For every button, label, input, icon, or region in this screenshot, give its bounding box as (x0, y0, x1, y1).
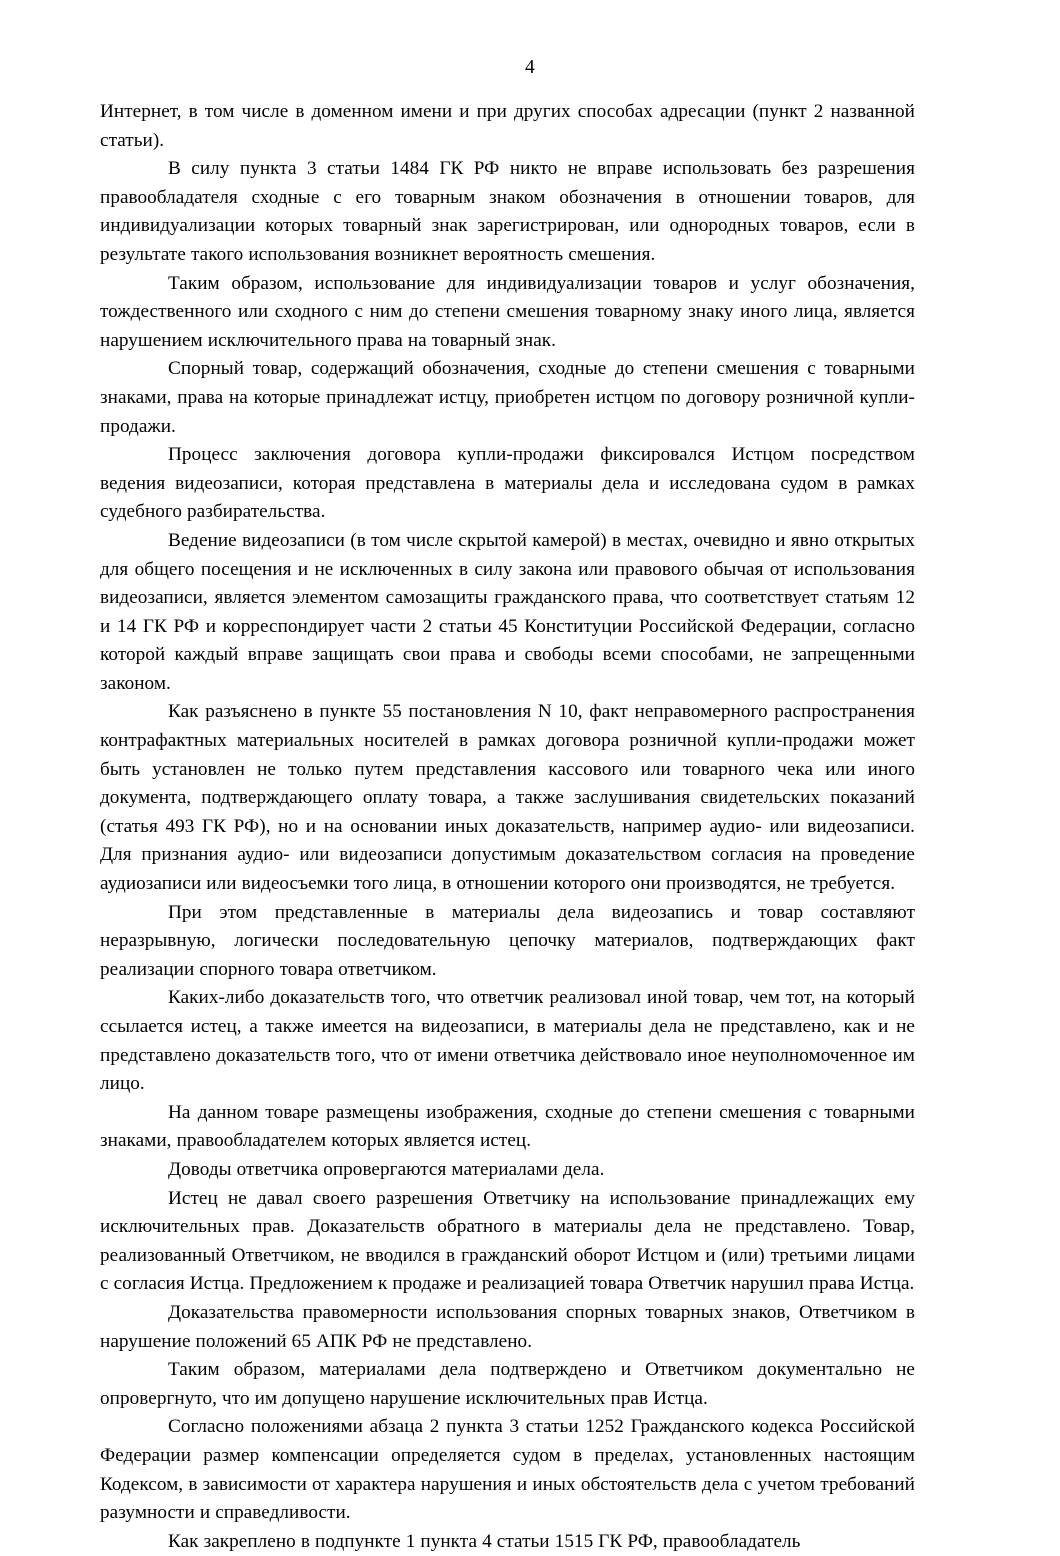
paragraph: Согласно положениями абзаца 2 пункта 3 статьи 1252 Гражданского кодекса Российской Федерации размер компенсации определяется судом в пределах, установленных настоящим Кодексом, в зависимости от характера нарушения и иных обстоятельств дела с учетом требований разумности и справедливости. (100, 1416, 915, 1524)
paragraph: Таким образом, материалами дела подтверждено и Ответчиком документально не опровергнуто, что им допущено нарушение исключительных прав Истца. (100, 1359, 915, 1409)
paragraph: При этом представленные в материалы дела видеозапись и товар составляют неразрывную, логически последовательную цепочку материалов, подтверждающих факт реализации спорного товара ответчиком. (100, 901, 915, 980)
paragraph: Спорный товар, содержащий обозначения, сходные до степени смешения с товарными знаками, права на которые принадлежат истцу, приобретен истцом по договору розничной купли-продажи. (100, 358, 915, 437)
paragraph: Интернет, в том числе в доменном имени и при других способах адресации (пункт 2 названной статьи). (100, 101, 915, 151)
paragraph: Доводы ответчика опровергаются материалами дела. (168, 1158, 605, 1180)
page-number: 4 (525, 57, 535, 78)
paragraph: Истец не давал своего разрешения Ответчику на использование принадлежащих ему исключительных прав. Доказательств обратного в материалы дела не представлено. Товар, реализованный Ответчиком, не вводился в гражданский оборот Истцом и (или) третьими лицами с согласия Истца. Предложением к продаже и реализацией товара Ответчик нарушил права Истца. (100, 1187, 915, 1295)
paragraph: Каких-либо доказательств того, что ответчик реализовал иной товар, чем тот, на который ссылается истец, а также имеется на видеозаписи, в материалы дела не представлено, как и не представлено доказательств того, что от имени ответчика действовало иное неуполномоченное им лицо. (100, 987, 915, 1095)
document-body (100, 98, 915, 1556)
paragraph: Как закреплено в подпункте 1 пункта 4 статьи 1515 ГК РФ, правообладатель (168, 1530, 801, 1552)
paragraph: Таким образом, использование для индивидуализации товаров и услуг обозначения, тождественного или сходного с ним до степени смешения товарному знаку иного лица, является нарушением исключительного права на товарный знак. (100, 272, 915, 351)
paragraph: Процесс заключения договора купли-продажи фиксировался Истцом посредством ведения видеозаписи, которая представлена в материалы дела и исследована судом в рамках судебного разбирательства. (100, 444, 915, 523)
paragraph: Ведение видеозаписи (в том числе скрытой камерой) в местах, очевидно и явно открытых для общего посещения и не исключенных в силу закона или правового обычая от использования видеозаписи, является элементом самозащиты гражданского права, что соответствует статьям 12 и 14 ГК РФ и корреспондирует части 2 статьи 45 Конституции Российской Федерации, согласно которой каждый вправе защищать свои права и свободы всеми способами, не запрещенными законом. (100, 529, 915, 694)
paragraph: Доказательства правомерности использования спорных товарных знаков, Ответчиком в нарушение положений 65 АПК РФ не представлено. (100, 1301, 915, 1352)
paragraph: В силу пункта 3 статьи 1484 ГК РФ никто не вправе использовать без разрешения правообладателя сходные с его товарным знаком обозначения в отношении товаров, для индивидуализации которых товарный знак зарегистрирован, или однородных товаров, если в результате такого использования возникнет вероятность смешения. (100, 158, 915, 265)
paragraph: Как разъяснено в пункте 55 постановления N 10, факт неправомерного распространения контрафактных материальных носителей в рамках договора розничной купли-продажи может быть установлен не только путем представления кассового или товарного чека или иного документа, подтверждающего оплату товара, а также заслушивания свидетельских показаний (статья 493 ГК РФ), но и на основании иных доказательств, например аудио- или видеозаписи. Для признания аудио- или видеозаписи допустимым доказательством согласия на проведение аудиозаписи или видеосъемки того лица, в отношении которого они производятся, не требуется. (100, 701, 915, 895)
paragraph: На данном товаре размещены изображения, сходные до степени смешения с товарными знаками, правообладателем которых является истец. (100, 1101, 915, 1152)
